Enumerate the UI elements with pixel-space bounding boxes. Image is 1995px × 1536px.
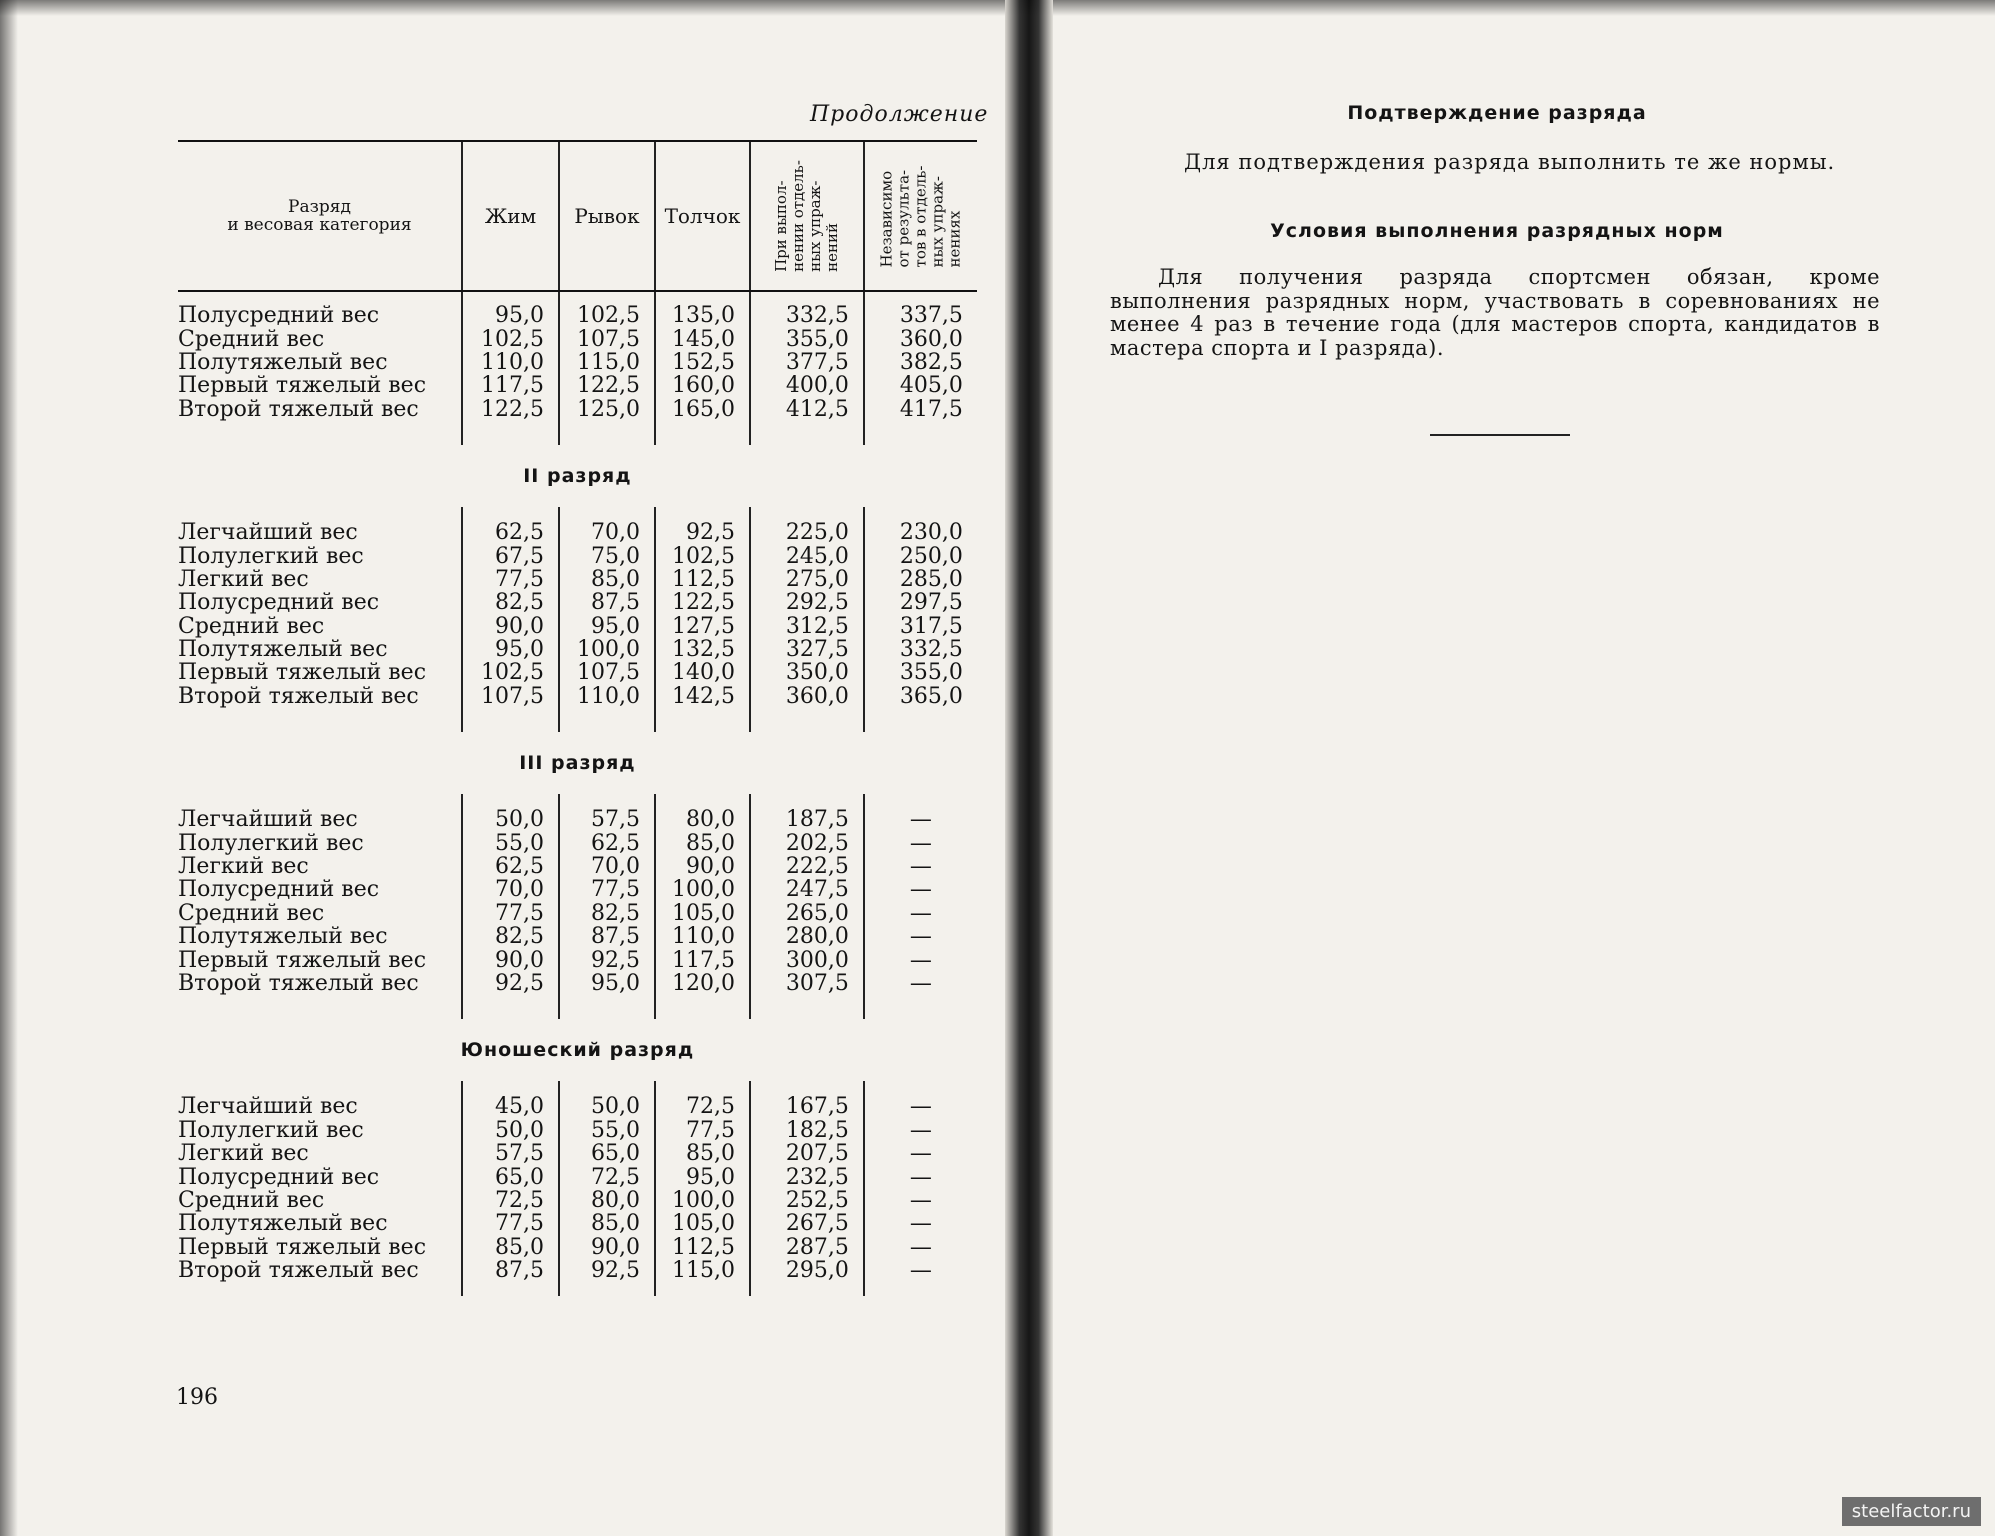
total-independent-cell: 250,0 <box>864 544 977 567</box>
paragraph-confirmation: Для подтверждения разряда выполнить те же нормы. <box>1184 150 1836 174</box>
snatch-cell: 70,0 <box>559 521 655 544</box>
clean-jerk-cell: 85,0 <box>655 831 750 854</box>
clean-jerk-cell: 102,5 <box>655 544 750 567</box>
category-cell: Второй тяжелый вес <box>178 1258 419 1284</box>
table-row <box>178 1119 977 1142</box>
right-page <box>1040 0 1995 1536</box>
total-independent-cell: — <box>864 1095 977 1118</box>
clean-jerk-cell: 160,0 <box>655 374 750 397</box>
table-row <box>178 351 977 374</box>
table-row <box>178 925 977 948</box>
snatch-cell: 115,0 <box>559 351 655 374</box>
table-row <box>178 1236 977 1259</box>
snatch-cell: 100,0 <box>559 638 655 661</box>
continued-label: Продолжение <box>810 102 989 127</box>
snatch-cell: 82,5 <box>559 902 655 925</box>
total-independent-cell: — <box>864 1142 977 1165</box>
table-row <box>178 638 977 661</box>
table-row <box>178 1165 977 1188</box>
press-cell: 77,5 <box>462 568 559 591</box>
clean-jerk-cell: 112,5 <box>655 1236 750 1259</box>
snatch-cell: 92,5 <box>559 1259 655 1282</box>
table-row <box>178 521 977 544</box>
total-separate-cell: 412,5 <box>750 398 864 421</box>
category-cell: Первый тяжелый вес <box>178 1234 427 1260</box>
snatch-cell: 85,0 <box>559 1212 655 1235</box>
clean-jerk-cell: 132,5 <box>655 638 750 661</box>
total-independent-cell: — <box>864 1165 977 1188</box>
total-separate-cell: 312,5 <box>750 615 864 638</box>
table-row <box>178 615 977 638</box>
category-cell: Полулегкий вес <box>178 830 364 856</box>
snatch-cell: 87,5 <box>559 591 655 614</box>
total-separate-cell: 265,0 <box>750 902 864 925</box>
total-separate-cell: 360,0 <box>750 685 864 708</box>
category-cell: Второй тяжелый вес <box>178 971 419 996</box>
clean-jerk-cell: 112,5 <box>655 568 750 591</box>
header-total-independent-text: Независимо от результа- тов в отдель- ных упраж- нениях <box>877 165 964 267</box>
snatch-cell: 95,0 <box>559 972 655 995</box>
total-independent-cell: — <box>864 948 977 971</box>
header-category: Разряд и весовая категория <box>178 141 462 291</box>
snatch-cell: 110,0 <box>559 685 655 708</box>
clean-jerk-cell: 105,0 <box>655 902 750 925</box>
total-separate-cell: 292,5 <box>750 591 864 614</box>
clean-jerk-cell: 152,5 <box>655 351 750 374</box>
category-cell: Полутяжелый вес <box>178 349 388 375</box>
watermark: steelfactor.ru <box>1842 1497 1981 1526</box>
total-separate-cell: 377,5 <box>750 351 864 374</box>
total-independent-cell: 365,0 <box>864 685 977 708</box>
table-row <box>178 661 977 684</box>
total-separate-cell: 287,5 <box>750 1236 864 1259</box>
snatch-cell: 122,5 <box>559 374 655 397</box>
table-row <box>178 1212 977 1235</box>
press-cell: 70,0 <box>462 878 559 901</box>
clean-jerk-cell: 135,0 <box>655 304 750 327</box>
category-cell: Средний вес <box>178 613 325 639</box>
category-cell: Полусредний вес <box>178 590 380 616</box>
total-separate-cell: 202,5 <box>750 831 864 854</box>
total-separate-cell: 300,0 <box>750 948 864 971</box>
table-row <box>178 808 977 831</box>
press-cell: 65,0 <box>462 1165 559 1188</box>
section-title: III разряд <box>519 752 636 775</box>
category-cell: Легчайший вес <box>178 520 358 546</box>
total-independent-cell: — <box>864 855 977 878</box>
total-separate-cell: 245,0 <box>750 544 864 567</box>
header-total-separate-text: При выпол- нении отдель- ных упраж- нений <box>771 160 841 272</box>
total-separate-cell: 350,0 <box>750 661 864 684</box>
total-independent-cell: 417,5 <box>864 398 977 421</box>
press-cell: 102,5 <box>462 327 559 350</box>
total-separate-cell: 225,0 <box>750 521 864 544</box>
snatch-cell: 80,0 <box>559 1189 655 1212</box>
section-title-row <box>178 1019 977 1081</box>
total-independent-cell: — <box>864 1259 977 1282</box>
total-independent-cell: — <box>864 831 977 854</box>
table-row <box>178 398 977 421</box>
snatch-cell: 107,5 <box>559 327 655 350</box>
category-cell: Полутяжелый вес <box>178 637 388 663</box>
clean-jerk-cell: 72,5 <box>655 1095 750 1118</box>
clean-jerk-cell: 77,5 <box>655 1119 750 1142</box>
table-row <box>178 831 977 854</box>
table-row <box>178 304 977 327</box>
press-cell: 50,0 <box>462 808 559 831</box>
total-independent-cell: 405,0 <box>864 374 977 397</box>
total-independent-cell: — <box>864 925 977 948</box>
snatch-cell: 95,0 <box>559 615 655 638</box>
total-independent-cell: — <box>864 878 977 901</box>
clean-jerk-cell: 100,0 <box>655 1189 750 1212</box>
closing-rule <box>1430 434 1570 436</box>
total-separate-cell: 167,5 <box>750 1095 864 1118</box>
snatch-cell: 75,0 <box>559 544 655 567</box>
table-row <box>178 902 977 925</box>
total-separate-cell: 267,5 <box>750 1212 864 1235</box>
table-row <box>178 374 977 397</box>
section-title: Юношеский разряд <box>460 1039 695 1062</box>
table-row <box>178 855 977 878</box>
clean-jerk-cell: 90,0 <box>655 855 750 878</box>
clean-jerk-cell: 120,0 <box>655 972 750 995</box>
snatch-cell: 107,5 <box>559 661 655 684</box>
table-row <box>178 972 977 995</box>
category-cell: Полулегкий вес <box>178 1117 364 1143</box>
snatch-cell: 65,0 <box>559 1142 655 1165</box>
total-independent-cell: — <box>864 808 977 831</box>
category-cell: Легкий вес <box>178 1141 309 1167</box>
table-row <box>178 544 977 567</box>
category-cell: Первый тяжелый вес <box>178 373 427 399</box>
press-cell: 82,5 <box>462 591 559 614</box>
snatch-cell: 57,5 <box>559 808 655 831</box>
page-number: 196 <box>176 1385 218 1410</box>
category-cell: Средний вес <box>178 326 325 352</box>
table-row <box>178 1189 977 1212</box>
snatch-cell: 77,5 <box>559 878 655 901</box>
press-cell: 117,5 <box>462 374 559 397</box>
press-cell: 95,0 <box>462 638 559 661</box>
total-separate-cell: 327,5 <box>750 638 864 661</box>
category-cell: Полутяжелый вес <box>178 924 388 950</box>
total-separate-cell: 332,5 <box>750 304 864 327</box>
header-total-independent <box>864 141 977 291</box>
clean-jerk-cell: 85,0 <box>655 1142 750 1165</box>
total-independent-cell: — <box>864 1212 977 1235</box>
category-cell: Полутяжелый вес <box>178 1211 388 1237</box>
table-row <box>178 1142 977 1165</box>
snatch-cell: 92,5 <box>559 948 655 971</box>
total-separate-cell: 355,0 <box>750 327 864 350</box>
total-independent-cell: — <box>864 1236 977 1259</box>
press-cell: 85,0 <box>462 1236 559 1259</box>
total-independent-cell: 317,5 <box>864 615 977 638</box>
category-cell: Легчайший вес <box>178 1094 358 1120</box>
clean-jerk-cell: 140,0 <box>655 661 750 684</box>
header-total-separate <box>750 141 864 291</box>
snatch-cell: 125,0 <box>559 398 655 421</box>
total-independent-cell: 382,5 <box>864 351 977 374</box>
table-row <box>178 685 977 708</box>
clean-jerk-cell: 142,5 <box>655 685 750 708</box>
category-cell: Полусредний вес <box>178 303 380 329</box>
press-cell: 82,5 <box>462 925 559 948</box>
category-cell: Первый тяжелый вес <box>178 947 427 973</box>
total-separate-cell: 182,5 <box>750 1119 864 1142</box>
press-cell: 107,5 <box>462 685 559 708</box>
table-row <box>178 591 977 614</box>
press-cell: 95,0 <box>462 304 559 327</box>
press-cell: 110,0 <box>462 351 559 374</box>
header-clean-jerk: Толчок <box>655 141 750 291</box>
clean-jerk-cell: 100,0 <box>655 878 750 901</box>
category-cell: Полусредний вес <box>178 1164 380 1190</box>
total-separate-cell: 232,5 <box>750 1165 864 1188</box>
total-separate-cell: 207,5 <box>750 1142 864 1165</box>
clean-jerk-cell: 95,0 <box>655 1165 750 1188</box>
press-cell: 92,5 <box>462 972 559 995</box>
norms-table <box>178 140 977 1296</box>
total-independent-cell: 360,0 <box>864 327 977 350</box>
table-row <box>178 1259 977 1282</box>
press-cell: 57,5 <box>462 1142 559 1165</box>
clean-jerk-cell: 145,0 <box>655 327 750 350</box>
snatch-cell: 85,0 <box>559 568 655 591</box>
snatch-cell: 50,0 <box>559 1095 655 1118</box>
snatch-cell: 72,5 <box>559 1165 655 1188</box>
total-independent-cell: 355,0 <box>864 661 977 684</box>
total-separate-cell: 252,5 <box>750 1189 864 1212</box>
total-independent-cell: 230,0 <box>864 521 977 544</box>
clean-jerk-cell: 92,5 <box>655 521 750 544</box>
header-press: Жим <box>462 141 559 291</box>
total-separate-cell: 275,0 <box>750 568 864 591</box>
category-cell: Полусредний вес <box>178 877 380 903</box>
clean-jerk-cell: 80,0 <box>655 808 750 831</box>
clean-jerk-cell: 165,0 <box>655 398 750 421</box>
clean-jerk-cell: 117,5 <box>655 948 750 971</box>
press-cell: 102,5 <box>462 661 559 684</box>
press-cell: 45,0 <box>462 1095 559 1118</box>
total-independent-cell: 337,5 <box>864 304 977 327</box>
clean-jerk-cell: 115,0 <box>655 1259 750 1282</box>
snatch-cell: 102,5 <box>559 304 655 327</box>
total-separate-cell: 247,5 <box>750 878 864 901</box>
total-separate-cell: 280,0 <box>750 925 864 948</box>
snatch-cell: 55,0 <box>559 1119 655 1142</box>
category-cell: Легчайший вес <box>178 807 358 833</box>
clean-jerk-cell: 110,0 <box>655 925 750 948</box>
snatch-cell: 90,0 <box>559 1236 655 1259</box>
table-row <box>178 568 977 591</box>
press-cell: 90,0 <box>462 615 559 638</box>
category-cell: Второй тяжелый вес <box>178 396 419 422</box>
category-cell: Легкий вес <box>178 854 309 880</box>
press-cell: 62,5 <box>462 521 559 544</box>
total-independent-cell: — <box>864 902 977 925</box>
table-row <box>178 1095 977 1118</box>
press-cell: 62,5 <box>462 855 559 878</box>
press-cell: 50,0 <box>462 1119 559 1142</box>
press-cell: 77,5 <box>462 902 559 925</box>
total-separate-cell: 307,5 <box>750 972 864 995</box>
press-cell: 72,5 <box>462 1189 559 1212</box>
total-independent-cell: 297,5 <box>864 591 977 614</box>
category-cell: Средний вес <box>178 1187 325 1213</box>
section-title-row <box>178 445 977 507</box>
paragraph-conditions: Для получения разряда спортсмен обязан, кроме выполнения разрядных норм, участвовать в соревнованиях не менее 4 раз в течение года (для мастеров спорта, кандидатов в мастера спорта и I разряда). <box>1110 265 1880 360</box>
total-independent-cell: — <box>864 1119 977 1142</box>
table-row <box>178 878 977 901</box>
category-cell: Второй тяжелый вес <box>178 683 419 709</box>
press-cell: 67,5 <box>462 544 559 567</box>
clean-jerk-cell: 122,5 <box>655 591 750 614</box>
press-cell: 90,0 <box>462 948 559 971</box>
heading-confirmation: Подтверждение разряда <box>1347 102 1647 124</box>
total-independent-cell: — <box>864 972 977 995</box>
total-independent-cell: 332,5 <box>864 638 977 661</box>
header-snatch: Рывок <box>559 141 655 291</box>
total-separate-cell: 295,0 <box>750 1259 864 1282</box>
category-cell: Полулегкий вес <box>178 543 364 569</box>
section-title: II разряд <box>523 464 632 487</box>
snatch-cell: 70,0 <box>559 855 655 878</box>
table-row <box>178 327 977 350</box>
snatch-cell: 62,5 <box>559 831 655 854</box>
total-independent-cell: 285,0 <box>864 568 977 591</box>
table-body <box>178 291 977 1296</box>
table-header-row <box>178 141 977 291</box>
press-cell: 87,5 <box>462 1259 559 1282</box>
snatch-cell: 87,5 <box>559 925 655 948</box>
clean-jerk-cell: 105,0 <box>655 1212 750 1235</box>
clean-jerk-cell: 127,5 <box>655 615 750 638</box>
section-title-row <box>178 732 977 794</box>
press-cell: 77,5 <box>462 1212 559 1235</box>
total-separate-cell: 187,5 <box>750 808 864 831</box>
table-row <box>178 948 977 971</box>
category-cell: Средний вес <box>178 900 325 926</box>
total-independent-cell: — <box>864 1189 977 1212</box>
heading-conditions: Условия выполнения разрядных норм <box>1270 220 1724 242</box>
category-cell: Легкий вес <box>178 566 309 592</box>
total-separate-cell: 222,5 <box>750 855 864 878</box>
press-cell: 122,5 <box>462 398 559 421</box>
total-separate-cell: 400,0 <box>750 374 864 397</box>
category-cell: Первый тяжелый вес <box>178 660 427 686</box>
press-cell: 55,0 <box>462 831 559 854</box>
